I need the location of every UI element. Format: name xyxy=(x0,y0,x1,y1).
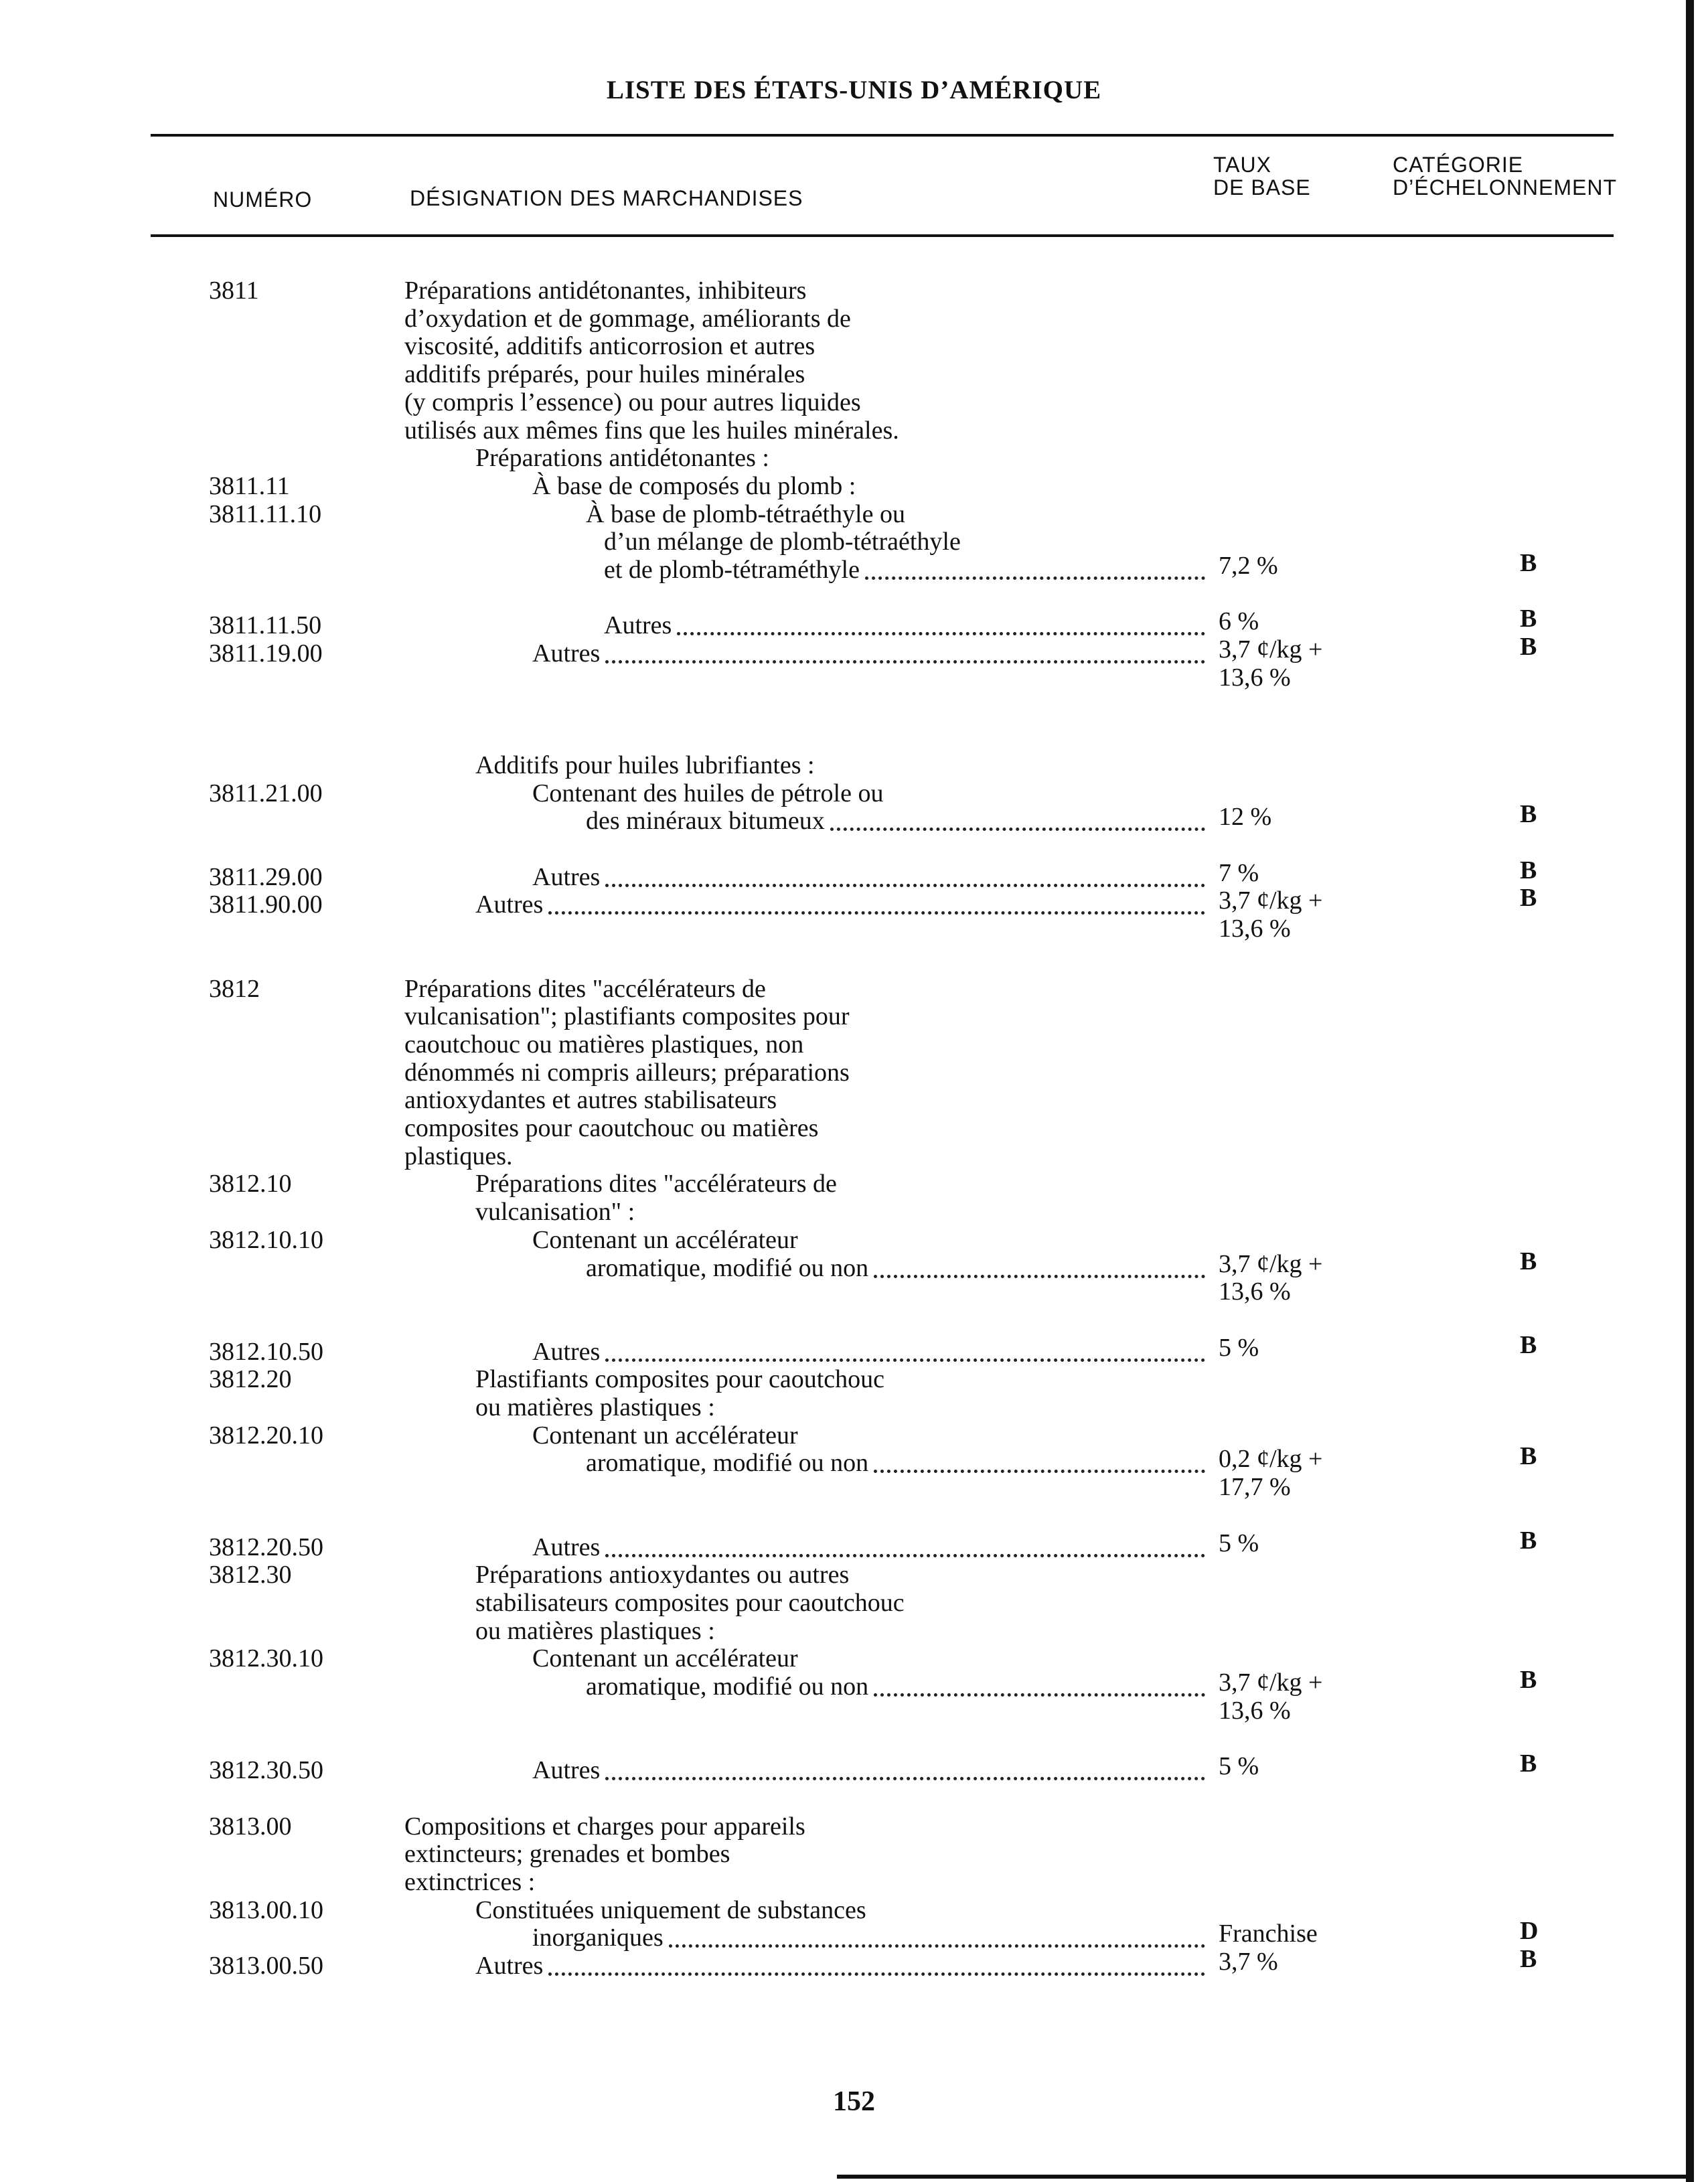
column-header-taux-line2: DE BASE xyxy=(1213,175,1311,200)
base-rate: 3,7 ¢/kg + xyxy=(1219,1250,1323,1278)
goods-description: Contenant des huiles de pétrole ou xyxy=(532,779,884,807)
goods-description: Autres xyxy=(475,890,544,919)
staging-category: B xyxy=(1520,605,1537,633)
goods-description: Autres xyxy=(604,611,672,639)
tariff-code: 3812.30.10 xyxy=(209,1644,323,1672)
tariff-code: 3811.11.10 xyxy=(209,500,322,528)
dot-leader xyxy=(865,576,1205,580)
page-right-edge xyxy=(1686,0,1694,2182)
tariff-code: 3811.29.00 xyxy=(209,863,323,891)
goods-description: additifs préparés, pour huiles minérales xyxy=(404,360,805,388)
goods-description: vulcanisation" : xyxy=(475,1198,635,1226)
goods-description: Contenant un accélérateur xyxy=(532,1644,798,1672)
base-rate: 6 % xyxy=(1219,607,1259,635)
dot-leader xyxy=(605,660,1205,664)
base-rate: 5 % xyxy=(1219,1529,1259,1557)
goods-description: ou matières plastiques : xyxy=(475,1393,715,1421)
base-rate: 13,6 % xyxy=(1219,664,1291,692)
tariff-code: 3812.20 xyxy=(209,1365,292,1393)
goods-description: des minéraux bitumeux xyxy=(586,807,825,835)
goods-description: dénommés ni compris ailleurs; préparations xyxy=(404,1059,850,1087)
goods-description: et de plomb-tétraméthyle xyxy=(604,556,860,584)
goods-description: Autres xyxy=(532,1338,601,1366)
dot-leader xyxy=(548,1972,1205,1976)
tariff-code: 3812.30.50 xyxy=(209,1756,323,1784)
base-rate: 3,7 ¢/kg + xyxy=(1219,635,1323,664)
goods-description: Compositions et charges pour appareils xyxy=(404,1812,805,1841)
goods-description: vulcanisation"; plastifiants composites pour xyxy=(404,1002,850,1030)
dot-leader xyxy=(830,828,1205,831)
staging-category: B xyxy=(1520,800,1537,828)
goods-description: aromatique, modifié ou non xyxy=(586,1672,869,1701)
tariff-code: 3813.00.10 xyxy=(209,1896,323,1924)
tariff-code: 3811.11 xyxy=(209,472,290,500)
staging-category: D xyxy=(1520,1917,1539,1945)
page-title: LISTE DES ÉTATS-UNIS D’AMÉRIQUE xyxy=(606,76,1102,104)
base-rate: 17,7 % xyxy=(1219,1473,1291,1501)
base-rate: 7 % xyxy=(1219,859,1259,887)
base-rate: 12 % xyxy=(1219,803,1272,831)
staging-category: B xyxy=(1520,884,1537,912)
page-bottom-edge xyxy=(837,2175,1694,2179)
staging-category: B xyxy=(1520,1527,1537,1555)
staging-category: B xyxy=(1520,1749,1537,1778)
goods-description: (y compris l’essence) ou pour autres liquides xyxy=(404,388,861,416)
base-rate: 3,7 ¢/kg + xyxy=(1219,886,1323,915)
goods-description: Constituées uniquement de substances xyxy=(475,1896,866,1924)
staging-category: B xyxy=(1520,549,1537,577)
tariff-code: 3812.20.50 xyxy=(209,1533,323,1561)
goods-description: Autres xyxy=(532,1533,601,1561)
goods-description: Contenant un accélérateur xyxy=(532,1226,798,1254)
goods-description: Préparations antioxydantes ou autres xyxy=(475,1561,850,1589)
staging-category: B xyxy=(1520,856,1537,884)
base-rate: Franchise xyxy=(1219,1920,1318,1948)
goods-description: Contenant un accélérateur xyxy=(532,1421,798,1450)
tariff-code: 3813.00.50 xyxy=(209,1952,323,1980)
goods-description: Préparations antidétonantes : xyxy=(475,444,769,472)
base-rate: 5 % xyxy=(1219,1334,1259,1362)
goods-description: composites pour caoutchouc ou matières xyxy=(404,1114,819,1142)
goods-description: antioxydantes et autres stabilisateurs xyxy=(404,1086,777,1114)
tariff-code: 3811.21.00 xyxy=(209,779,323,807)
column-header-taux-line1: TAUX xyxy=(1213,153,1271,177)
goods-description: À base de composés du plomb : xyxy=(532,472,856,500)
staging-category: B xyxy=(1520,1331,1537,1359)
dot-leader xyxy=(677,632,1205,635)
goods-description: À base de plomb-tétraéthyle ou xyxy=(586,500,905,528)
goods-description: Additifs pour huiles lubrifiantes : xyxy=(475,751,815,779)
tariff-code: 3811 xyxy=(209,277,259,305)
base-rate: 3,7 % xyxy=(1219,1948,1278,1976)
base-rate: 7,2 % xyxy=(1219,552,1278,580)
goods-description: plastiques. xyxy=(404,1142,513,1170)
dot-leader xyxy=(605,884,1205,887)
column-header-designation: DÉSIGNATION DES MARCHANDISES xyxy=(410,186,803,210)
tariff-code: 3812.20.10 xyxy=(209,1421,323,1450)
goods-description: Plastifiants composites pour caoutchouc xyxy=(475,1365,885,1393)
tariff-code: 3812 xyxy=(209,975,260,1003)
goods-description: Autres xyxy=(532,639,601,668)
goods-description: stabilisateurs composites pour caoutchouc xyxy=(475,1589,905,1617)
column-header-categorie-line1: CATÉGORIE xyxy=(1393,153,1524,177)
base-rate: 0,2 ¢/kg + xyxy=(1219,1445,1323,1473)
goods-description: Autres xyxy=(532,863,601,891)
tariff-code: 3812.30 xyxy=(209,1561,292,1589)
dot-leader xyxy=(874,1693,1205,1697)
staging-category: B xyxy=(1520,633,1537,661)
dot-leader xyxy=(874,1275,1205,1278)
dot-leader xyxy=(669,1944,1205,1948)
goods-description: aromatique, modifié ou non xyxy=(586,1254,869,1282)
goods-description: Préparations dites "accélérateurs de xyxy=(404,975,766,1003)
tariff-code: 3812.10.10 xyxy=(209,1226,323,1254)
base-rate: 13,6 % xyxy=(1219,915,1291,943)
goods-description: utilisés aux mêmes fins que les huiles minérales. xyxy=(404,416,899,445)
dot-leader xyxy=(605,1554,1205,1557)
goods-description: d’oxydation et de gommage, améliorants de xyxy=(404,305,851,333)
dot-leader xyxy=(874,1470,1205,1473)
goods-description: inorganiques xyxy=(532,1924,664,1952)
tariff-code: 3811.90.00 xyxy=(209,890,323,919)
dot-leader xyxy=(605,1358,1205,1362)
tariff-code: 3813.00 xyxy=(209,1812,292,1841)
goods-description: caoutchouc ou matières plastiques, non xyxy=(404,1030,804,1059)
goods-description: extincteurs; grenades et bombes xyxy=(404,1840,730,1868)
goods-description: Autres xyxy=(532,1756,601,1784)
staging-category: B xyxy=(1520,1247,1537,1275)
dot-leader xyxy=(548,911,1205,915)
staging-category: B xyxy=(1520,1442,1537,1470)
staging-category: B xyxy=(1520,1945,1537,1973)
base-rate: 13,6 % xyxy=(1219,1277,1291,1306)
tariff-code: 3812.10 xyxy=(209,1170,292,1198)
base-rate: 3,7 ¢/kg + xyxy=(1219,1668,1323,1697)
goods-description: Préparations antidétonantes, inhibiteurs xyxy=(404,277,807,305)
staging-category: B xyxy=(1520,1666,1537,1694)
tariff-code: 3811.11.50 xyxy=(209,611,322,639)
base-rate: 13,6 % xyxy=(1219,1697,1291,1725)
dot-leader xyxy=(605,1777,1205,1780)
column-header-categorie-line2: D’ÉCHELONNEMENT xyxy=(1393,175,1618,200)
tariff-code: 3812.10.50 xyxy=(209,1338,323,1366)
column-header-numero: NUMÉRO xyxy=(213,187,313,212)
goods-description: d’un mélange de plomb-tétraéthyle xyxy=(604,528,961,556)
goods-description: aromatique, modifié ou non xyxy=(586,1449,869,1477)
goods-description: Autres xyxy=(475,1952,544,1980)
tariff-code: 3811.19.00 xyxy=(209,639,323,668)
goods-description: extinctrices : xyxy=(404,1868,536,1896)
goods-description: viscosité, additifs anticorrosion et autres xyxy=(404,332,816,360)
goods-description: ou matières plastiques : xyxy=(475,1617,715,1645)
goods-description: Préparations dites "accélérateurs de xyxy=(475,1170,837,1198)
base-rate: 5 % xyxy=(1219,1752,1259,1780)
page-number: 152 xyxy=(833,2086,875,2117)
